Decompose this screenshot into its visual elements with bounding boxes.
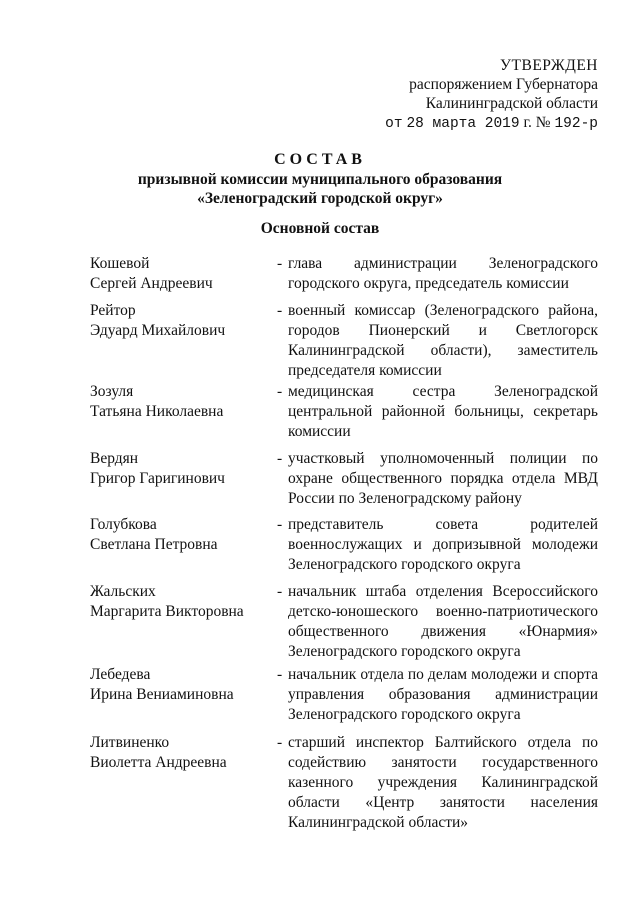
member-name: [90, 733, 275, 773]
member-dash: -: [277, 255, 283, 272]
member-surname: Литвиненко: [90, 734, 170, 751]
member-surname: Зозуля: [90, 383, 134, 400]
member-dash: -: [277, 516, 283, 533]
member-given-name: Сергей Андреевич: [90, 275, 213, 292]
approval-date-line: [385, 113, 598, 134]
member-dash: -: [277, 666, 283, 683]
member-role: военный комиссар (Зеленоградского района, городов Пионерский и Светлогорск Калининградской области), заместитель председателя комиссии: [288, 302, 598, 379]
member-role: старший инспектор Балтийского отдела по содействию занятости государственного казенного учреждения Калининградской области «Центр занятости населения Калининградской области»: [288, 734, 598, 831]
member-dash: -: [277, 734, 283, 751]
approval-stamp: [385, 56, 598, 134]
member-name: [90, 582, 275, 622]
approval-line-region: Калининградской области: [425, 95, 598, 112]
member-given-name: Татьяна Николаевна: [90, 403, 224, 420]
approval-heading: УТВЕРЖДЕН: [500, 57, 598, 74]
member-surname: Рейтор: [90, 302, 136, 319]
member-name: [90, 382, 275, 422]
member-role: представитель совета родителей военнослужащих и допризывной молодежи Зеленоградского городского округа: [288, 516, 598, 573]
member-given-name: Григор Гаригинович: [90, 470, 225, 487]
title-subtitle: призывной комиссии муниципального образования: [137, 171, 503, 188]
title-main: СОСТАВ: [274, 151, 366, 168]
member-given-name: Светлана Петровна: [90, 536, 218, 553]
approval-date-suffix: г. №: [523, 114, 551, 131]
member-role: медицинская сестра Зеленоградской центральной районной больницы, секретарь комиссии: [288, 383, 598, 440]
document-title: [0, 150, 640, 208]
member-given-name: Маргарита Викторовна: [90, 603, 244, 620]
approval-line-decree: распоряжением Губернатора: [409, 76, 598, 93]
member-name: [90, 301, 275, 341]
member-given-name: Эдуард Михайлович: [90, 322, 226, 339]
section-heading: Основной состав: [260, 220, 380, 237]
member-dash: -: [277, 383, 283, 400]
member-name: [90, 254, 275, 294]
member-name: [90, 665, 275, 705]
member-name: [90, 515, 275, 555]
approval-date-value: 28 марта 2019: [406, 116, 520, 132]
member-role: глава администрации Зеленоградского городского округа, председатель комиссии: [288, 255, 598, 292]
member-given-name: Ирина Вениаминовна: [90, 686, 234, 703]
approval-number: 192-р: [554, 116, 598, 132]
member-dash: -: [277, 302, 283, 319]
member-role: начальник штаба отделения Всероссийского детско-юношеского военно-патриотического общественного движения «Юнармия» Зеленоградского городского округа: [288, 583, 598, 660]
member-surname: Голубкова: [90, 516, 157, 533]
member-name: [90, 449, 275, 489]
member-role: участковый уполномоченный полиции по охране общественного порядка отдела МВД России по Зеленоградскому району: [288, 450, 598, 507]
member-given-name: Виолетта Андреевна: [90, 754, 227, 771]
member-surname: Кошевой: [90, 255, 150, 272]
member-dash: -: [277, 450, 283, 467]
member-surname: Жальских: [90, 583, 156, 600]
member-surname: Лебедева: [90, 666, 151, 683]
member-surname: Вердян: [90, 450, 139, 467]
approval-date-prefix: от: [385, 116, 403, 132]
member-dash: -: [277, 583, 283, 600]
title-municipality: «Зеленоградский городской округ»: [197, 190, 443, 207]
member-role: начальник отдела по делам молодежи и спорта управления образования администрации Зеленоградского городского округа: [288, 666, 598, 723]
